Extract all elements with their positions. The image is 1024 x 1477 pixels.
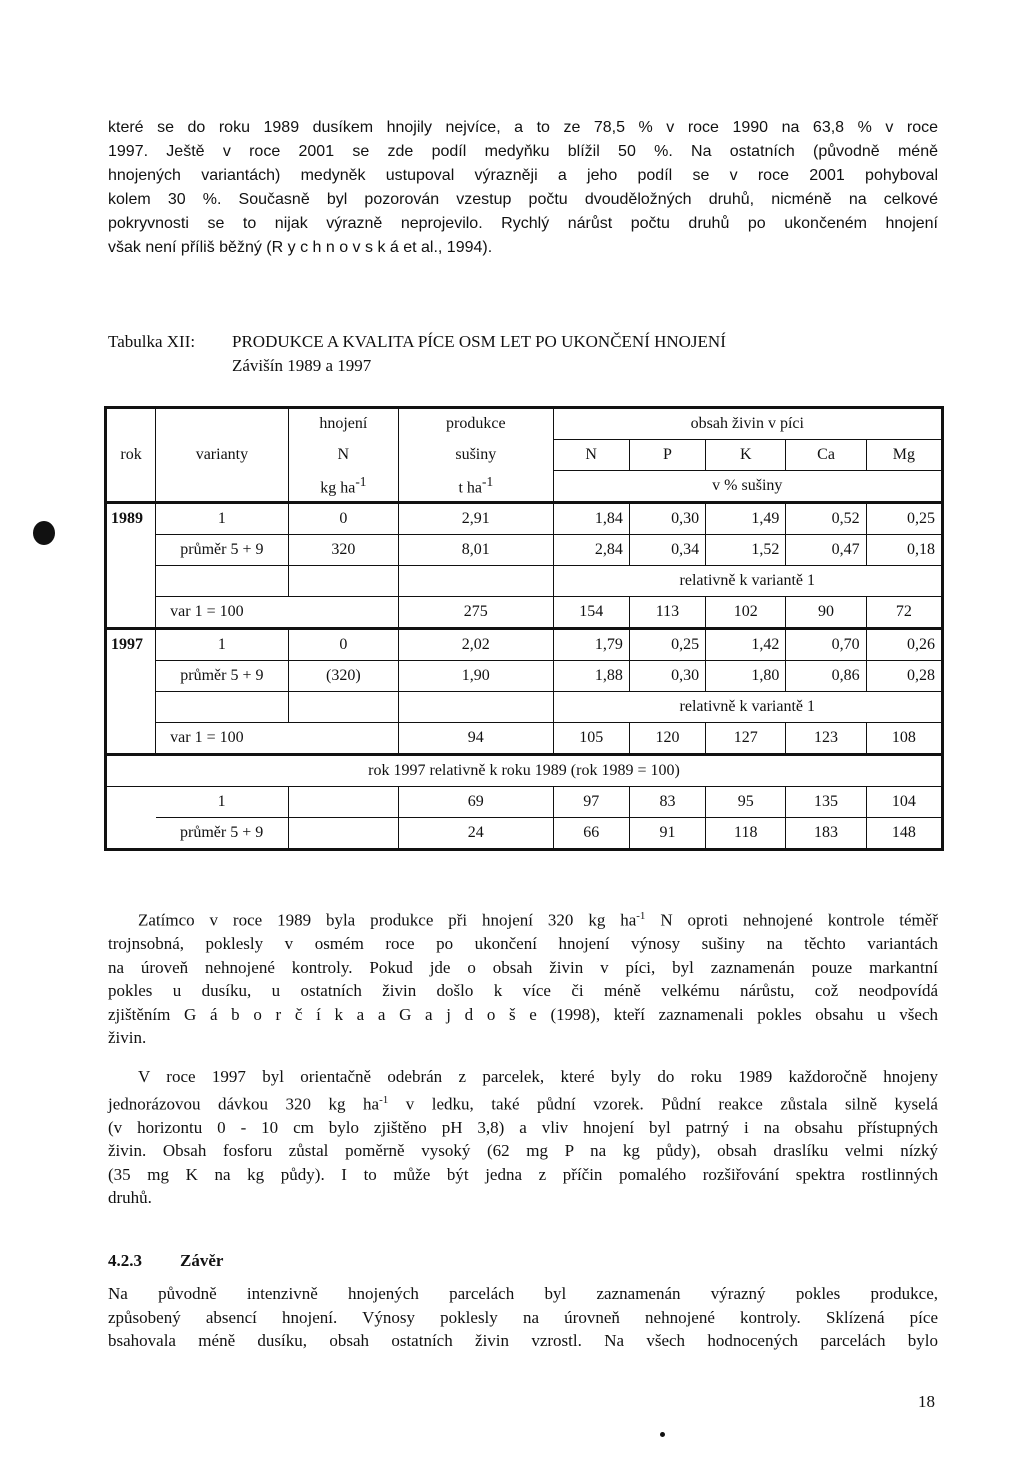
intro-line: 1997. Ještě v roce 2001 se zde podíl medyňku blížil 50 %. Na ostatních (původně méně [108,143,938,160]
header-n-top: N [288,440,398,471]
table-cell: 91 [629,818,705,850]
paragraph-line: živin. [108,1028,147,1048]
table-cell: 1,80 [706,661,786,692]
table-cell: 1,90 [399,661,554,692]
paragraph-line: (35 mg K na kg půdy). I to může být jedna z příčin pomalého rozšiřování spektra rostlinných [108,1164,938,1184]
table-cell: 0,28 [866,661,942,692]
paragraph-line: bsahovala méně dusíku, obsah ostatních živin vzrostl. Na všech hodnocených parcelách bylo [108,1331,938,1350]
intro-line: hnojených variantách) medyněk ustupoval výrazněji a jeho podíl se v roce 2001 pohyboval [108,167,938,184]
paragraph-line: trojnsobná, poklesly v osmém roce po ukončení hnojení výnosy sušiny na těchto variantách [108,934,938,954]
table-title: PRODUKCE A KVALITA PÍCE OSM LET PO UKONČENÍ HNOJENÍ [232,332,726,351]
table-row [106,723,943,755]
paragraph-line: zjištěním G á b o r č í k a a G a j d o š e (1998), kteří zaznamenali pokles obsahu u všech [108,1004,938,1024]
paragraph-line: (v horizontu 0 - 10 cm bylo zjištěno pH 3,8) a vliv hnojení byl patrný i na obsahu přístupných [108,1117,938,1137]
table-cell: průměr 5 + 9 [156,661,288,692]
scan-speck [660,1432,665,1437]
table-cell: 1 [156,503,288,535]
data-table [104,406,944,851]
section-number: 4.2.3 [108,1251,142,1270]
table-cell: 1,88 [553,661,629,692]
table-cell: 1 [156,787,288,818]
intro-line: které se do roku 1989 dusíkem hnojily nejvíce, a to ze 78,5 % v roce 1990 na 63,8 % v roce [108,119,938,136]
table-cell: průměr 5 + 9 [156,535,288,566]
table-cell: 0,25 [866,503,942,535]
table-cell: 24 [399,818,554,850]
table-cell: 97 [553,787,629,818]
table-row [106,661,943,692]
table-cell: 108 [866,723,942,755]
table-cell: 2,91 [399,503,554,535]
table-cell: 0,26 [866,629,942,661]
paragraph-line: V roce 1997 byl orientačně odebrán z parcelek, které byly do roku 1989 každoročně hnojeny [138,1067,938,1086]
table-row [106,566,943,597]
header-mg: Mg [866,440,942,471]
header-obsah: obsah živin v píci [553,408,942,440]
header-varianty: varianty [156,440,288,471]
table-row [106,818,943,850]
table-cell: 0,34 [629,535,705,566]
paragraph-line: pokles u dusíku, u ostatních živin došlo k více či méně velkému nárůstu, což neodpovídá [108,981,938,1001]
header-unit-produkce: t $ha^{-1}$ [399,471,554,503]
table-row [106,535,943,566]
header-ca: Ca [786,440,866,471]
page-number: 18 [918,1392,935,1411]
table-cell: 1,84 [553,503,629,535]
table-cell: 1 [156,629,288,661]
year-1989: 1989 [106,503,156,629]
intro-line: však není příliš běžný (R y c h n o v s k á et al., 1994). [108,239,493,256]
table-cell: 0,86 [786,661,866,692]
table-row [106,597,943,629]
paragraph-line: na úroveň nehnojené kontroly. Pokud jde o obsah živin v píci, byl zaznamenán pouze markantní [108,957,938,977]
header-k: K [706,440,786,471]
table-cell: 1,49 [706,503,786,535]
table-cell: 320 [288,535,398,566]
header-unit-obsah: v % sušiny [553,471,942,503]
header-susiny: sušiny [399,440,554,471]
table-cell: 0,47 [786,535,866,566]
table-row [106,503,943,535]
paragraph-3 [108,1282,938,1353]
table-cell: 0 [288,503,398,535]
table-cell: 0,70 [786,629,866,661]
table-cell: 2,84 [553,535,629,566]
table-cell: 2,02 [399,629,554,661]
table-cell: 66 [553,818,629,850]
table-cell: 0,25 [629,629,705,661]
table-cell: 1,42 [706,629,786,661]
table-cell: průměr 5 + 9 [156,818,288,850]
table-subtitle: Závišín 1989 a 1997 [232,356,372,375]
table-cell: 113 [629,597,705,629]
section-title: Závěr [180,1251,224,1270]
intro-line: kolem 30 %. Současně byl pozorován vzestup počtu dvouděložných druhů, nicméně na celkové [108,191,938,208]
section-heading [108,1251,223,1271]
table-cell: 154 [553,597,629,629]
paragraph-line: Zatímco v roce 1989 byla produkce při hnojení 320 kg $ha^{-1}$ N oproti nehnojené kontrole téměř [138,910,938,930]
table-row [106,787,943,818]
paragraph-line: způsobený absencí hnojení. Výnosy poklesly na úrovneň nehnojené kontroly. Sklízená píce [108,1307,938,1327]
table-cell: 275 [399,597,554,629]
table-cell: 105 [553,723,629,755]
table-header-row [106,471,943,503]
table-cell: 104 [866,787,942,818]
header-rok: rok [106,440,156,471]
header-n: N [553,440,629,471]
margin-mark [33,521,55,545]
table-cell: 90 [786,597,866,629]
paragraph-line: Na původně intenzivně hnojených parcelách byl zaznamenán výrazný pokles produkce, [108,1284,938,1303]
table-cell: 183 [786,818,866,850]
table-cell: 123 [786,723,866,755]
header-unit-hnojeni: kg $ha^{-1}$ [288,471,398,503]
paragraph-line: druhů. [108,1188,152,1208]
table-cell: 118 [706,818,786,850]
table-cell: 148 [866,818,942,850]
table-cell: 0,30 [629,503,705,535]
table-cell: 135 [786,787,866,818]
table-row [106,629,943,661]
table-cell: 0,52 [786,503,866,535]
table-row [106,755,943,787]
table-cell: 83 [629,787,705,818]
relative-label: relativně k variantě 1 [553,692,942,723]
table-row [106,692,943,723]
paragraph-line: jednorázovou dávkou 320 kg $ha^{-1}$ v ledku, také půdní vzorek. Půdní reakce zůstala silně kyselá [108,1093,938,1114]
table-cell: 127 [706,723,786,755]
paragraph-1 [108,905,938,1050]
header-hnojeni: hnojení [288,408,398,440]
table-cell: 8,01 [399,535,554,566]
table-cell: 0,18 [866,535,942,566]
table-cell: 0,30 [629,661,705,692]
table-cell: var 1 = 100 [156,723,399,755]
paragraph-line: živin. Obsah fosforu zůstal poměrně vysoký (62 mg P na kg půdy), obsah draslíku velmi nízký [108,1141,938,1161]
intro-paragraph [108,116,938,260]
header-produkce: produkce [399,408,554,440]
table-cell: 1,79 [553,629,629,661]
table-cell: 0 [288,629,398,661]
table-cell: 94 [399,723,554,755]
table-cell: 120 [629,723,705,755]
comparison-title: rok 1997 relativně k roku 1989 (rok 1989 = 100) [106,755,943,787]
table-caption [108,330,726,378]
table-cell: 72 [866,597,942,629]
table-cell: 95 [706,787,786,818]
intro-line: pokryvnosti se to nijak výrazně neprojevilo. Rychlý nárůst počtu druhů po ukončeném hnojení [108,215,938,232]
table-cell: (320) [288,661,398,692]
year-1997: 1997 [106,629,156,755]
table-cell: var 1 = 100 [156,597,399,629]
relative-label: relativně k variantě 1 [553,566,942,597]
table-label: Tabulka XII: [108,332,196,351]
table-header-row [106,440,943,471]
header-p: P [629,440,705,471]
paragraph-2 [108,1065,938,1210]
table-header-row [106,408,943,440]
table-cell: 1,52 [706,535,786,566]
table-cell: 69 [399,787,554,818]
table-cell: 102 [706,597,786,629]
